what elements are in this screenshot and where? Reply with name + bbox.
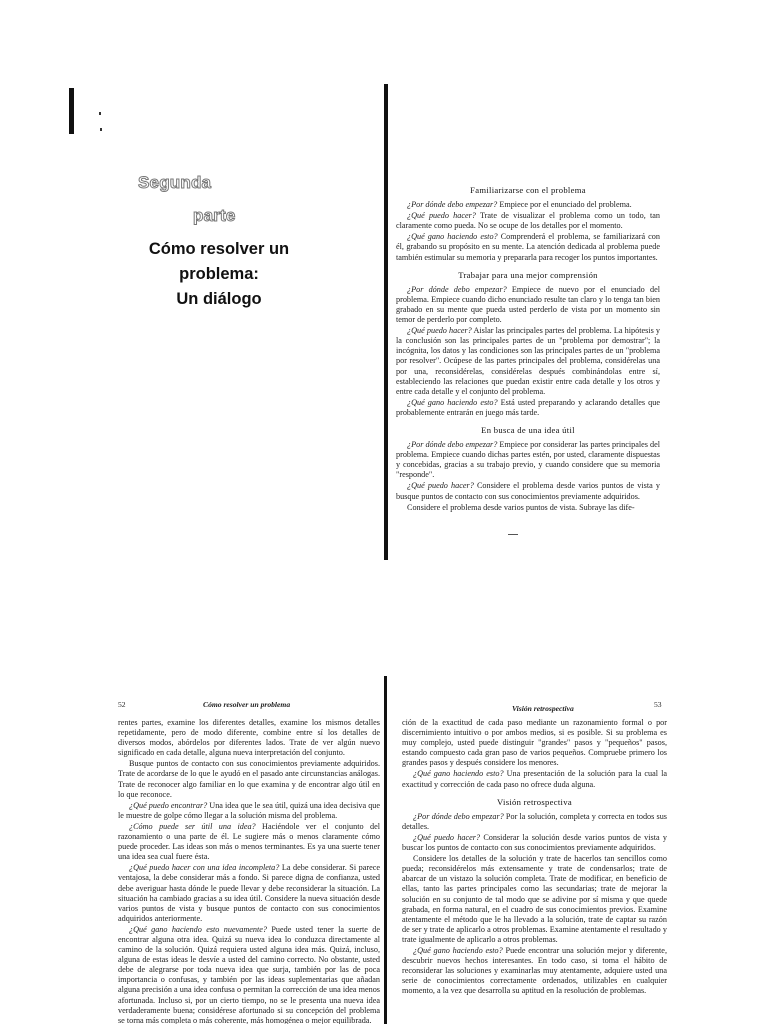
section-heading: Trabajar para una mejor comprensión bbox=[458, 269, 598, 280]
part-title-line-3: Un diálogo bbox=[176, 290, 262, 308]
page-end-mark bbox=[508, 534, 518, 535]
paragraph: ¿Qué gano haciendo esto? Una presentación de la solución para la cual la exactitud y corrección de cada paso no ofrece duda alguna. bbox=[402, 769, 668, 789]
paragraph: rentes partes, examine los diferentes detalles, examine los mismos detalles repetidamente, pero de modo diferente, combine entre sí los detalles de diversos modos, abórdelos por diferentes lados. Trate de ver algún nuevo significado en cada detalle, alguna nueva interpretación del conjunto. bbox=[118, 718, 380, 758]
paragraph: ¿Qué gano haciendo esto nuevamente? Puede usted tener la suerte de encontrar alguna otra idea. Quizá su nueva idea lo conduzca directamente al camino de la solución. Quizá requiera usted alguna idea más. Quizá, incluso, alguna de estas ideas le desvíe a usted del camino correcto. No obstante, usted debe de alegrarse por toda nueva idea que surja, también por las de poca importancia o confusas, y también por las ideas suplementarias que añadan alguna precisión a una idea confusa o permitan la corrección de una idea menos afortunada. Incluso si, por un cierto tiempo, no se le presenta una nueva idea verdaderamente buena; considérese afortunado si su concepción del problema se torna más completa o más coherente, más homogénea o mejor equilibrada. bbox=[118, 924, 380, 1024]
part-title-line-2: problema: bbox=[179, 265, 259, 283]
paragraph: ¿Qué gano haciendo esto? Puede encontrar una solución mejor y diferente, descubrir nuevos hechos interesantes. En todo caso, si toma el hábito de reconsiderar las soluciones y examinarlas muy atentamente, adquiere usted una serie de conocimientos correctamente ordenados, utilizables en cualquier momento, a la vez que desarrolla su aptitud en la resolución de problemas. bbox=[402, 945, 667, 996]
page-53 bbox=[384, 676, 768, 1024]
paragraph: ¿Qué gano haciendo esto? Comprenderá el problema, se familiarizará con él, grabando su propósito en su mente. La atención dedicada al problema puede también estimular su memoria y prepararla para recoger los puntos importantes. bbox=[396, 232, 660, 262]
part-label-word-2: parte bbox=[193, 206, 236, 225]
paragraph: ¿Por dónde debo empezar? Empiece por considerar las partes principales del problema. Empiece cuando dichas partes estén, por usted, claramente dispuestas y concebidas, gracias a su trabajo previo, y cuando considere que su memoria "responde". bbox=[396, 440, 660, 480]
title-page bbox=[0, 0, 384, 560]
paragraph: ¿Qué puedo encontrar? Una idea que le sea útil, quizá una idea decisiva que le muestre de golpe cómo llegar a la solución misma del problema. bbox=[118, 800, 381, 820]
page-number: 53 bbox=[654, 700, 662, 709]
paragraph: ¿Qué puedo hacer con una idea incompleta? La debe considerar. Si parece ventajosa, la debe considerar más a fondo. Si parece digna de confianza, usted debe averiguar hasta dónde le puede llevar y debe reconsiderar la situación. La situación ha cambiado gracias a su idea útil. Considere la nueva situación desde varios puntos de vista y busque puntos de contacto con sus conocimientos adquiridos anteriormente. bbox=[118, 863, 381, 923]
scan-speck bbox=[100, 128, 102, 131]
paragraph: Considere el problema desde varios puntos de vista. Subraye las dife- bbox=[407, 502, 635, 512]
gutter-shadow bbox=[384, 676, 387, 1024]
page-top-right bbox=[384, 0, 768, 560]
page-52 bbox=[0, 676, 384, 1024]
part-label-word-1: Segunda bbox=[138, 173, 212, 192]
paragraph: Busque puntos de contacto con sus conocimientos previamente adquiridos. Trate de acordarse de lo que le ayudó en el pasado ante circunstancias análogas. Trate de reconocer algo familiar en lo que examina y de encontrar algo útil en lo que reconoce. bbox=[118, 759, 380, 799]
part-title bbox=[126, 237, 312, 312]
running-head: Cómo resolver un problema bbox=[203, 700, 291, 709]
text-column bbox=[402, 718, 667, 997]
paragraph: ¿Qué puedo hacer? Trate de visualizar el problema como un todo, tan claramente como pueda. No se ocupe de los detalles por el momento. bbox=[396, 211, 660, 231]
paragraph: ¿Por dónde debo empezar? Empiece de nuevo por el enunciado del problema. Empiece cuando dicho enunciado resulte tan claro y lo tenga tan bien grabado en su mente que pueda usted perderlo de vista por un momento sin temor de perderlo por completo. bbox=[396, 284, 660, 325]
section-heading: Visión retrospectiva bbox=[497, 796, 572, 807]
paragraph: ¿Cómo puede ser útil una idea? Haciéndole ver el conjunto del razonamiento o una parte de él. Le sugiere más o menos claramente cómo puede proceder. Las ideas son más o menos terminantes. Es ya una suerte tener una idea sea cual fuere ésta. bbox=[118, 821, 380, 862]
running-head: Visión retrospectiva bbox=[512, 704, 574, 713]
text-column bbox=[396, 185, 660, 514]
paragraph: ¿Qué puedo hacer? Considere el problema desde varios puntos de vista y busque puntos de contacto con sus conocimientos previamente adquiridos. bbox=[396, 481, 660, 501]
scan-speck bbox=[99, 112, 101, 115]
paragraph: ción de la exactitud de cada paso mediante un razonamiento formal o por discernimiento intuitivo o por ambos medios, si es posible. Si su problema es muy complejo, usted puede distinguir "grandes" pasos y "pequeños" pasos, estando compuesto cada gran paso de varios pequeños. Compruebe primero los grandes pasos y después considere los menores. bbox=[402, 718, 667, 768]
paragraph: ¿Qué puedo hacer? Considerar la solución desde varios puntos de vista y buscar los puntos de contacto con sus conocimientos previamente adquiridos. bbox=[402, 832, 667, 853]
part-title-line-1: Cómo resolver un bbox=[148, 240, 290, 258]
scan-edge-shadow bbox=[69, 88, 74, 134]
paragraph: ¿Qué gano haciendo esto? Está usted preparando y aclarando detalles que probablemente entrarán en juego más tarde. bbox=[396, 397, 661, 417]
paragraph: Considere los detalles de la solución y trate de hacerlos tan sencillos como pueda; reconsidérelos más extensamente y trate de condensarlos; trate de abarcar de un vistazo la solución completa. Trate de modificar, en beneficio de ellas, tanto las partes principales como las secundarias; trate de mejorar la solución en su conjunto de tal modo que se adivine por sí misma y que quede grabada, en forma natural, en el cuadro de sus conocimientos previos. Examine atentamente el método que le ha llevado a la solución, trate de captar su razón de ser y trate de aplicarlo a otros problemas. Examine atentamente el resultado y trate igualmente de aplicarlo a otros problemas. bbox=[402, 854, 667, 944]
paragraph: ¿Por dónde debo empezar? Empiece por el enunciado del problema. bbox=[407, 200, 632, 210]
section-heading: En busca de una idea útil bbox=[481, 424, 575, 435]
text-column bbox=[118, 718, 380, 1024]
page-number: 52 bbox=[118, 700, 126, 709]
section-heading: Familiarizarse con el problema bbox=[470, 185, 586, 195]
gutter-shadow bbox=[384, 84, 388, 560]
paragraph: ¿Qué puedo hacer? Aislar las principales partes del problema. La hipótesis y la conclusión son las principales partes de un "problema por demostrar"; la incógnita, los datos y las condiciones son las principales partes de un "problema por resolver". Ocúpese de las partes principales del problema, considérelas una por una, reconsidérelas, considérelas después combinándolas entre sí, estableciendo las relaciones que puedan existir entre cada detalle y los otros y entre cada detalle y el conjunto del problema. bbox=[396, 326, 661, 396]
paragraph: ¿Por dónde debo empezar? Por la solución, completa y correcta en todos sus detalles. bbox=[402, 811, 667, 831]
